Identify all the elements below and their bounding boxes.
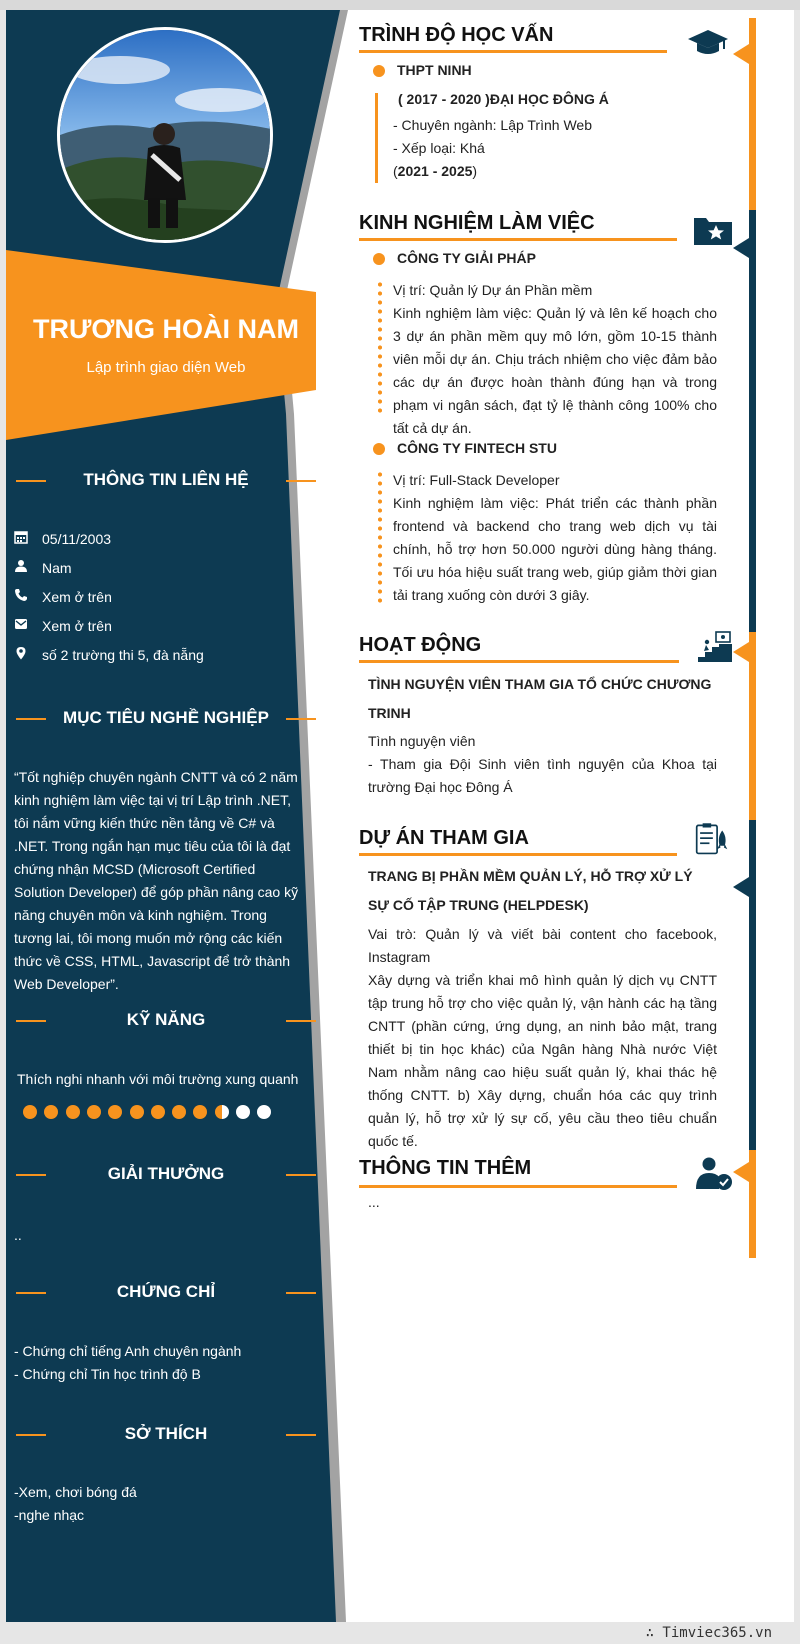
education-grade: - Xếp loại: Khá xyxy=(393,140,485,156)
university-period: ( 2017 - 2020 )ĐẠI HỌC ĐÔNG Á xyxy=(398,91,609,107)
skill-dot xyxy=(236,1105,250,1119)
activity-detail: - Tham gia Đội Sinh viên tình nguyện của Khoa tại trường Đại học Đông Á xyxy=(368,756,717,795)
extra-info-text: ... xyxy=(368,1194,380,1210)
top-bar xyxy=(0,0,800,10)
person-icon xyxy=(14,559,28,573)
project-description: Xây dựng và triển khai mô hình quản lý dịch vụ CNTT tập trung hỗ trợ cho việc quản lý, vận hành các hạ tầng CNTT (phần cứng, ứng dụng, an ninh bảo mật, trang thiết bị tin học khác) của Ngân hàng Nhà nước Việt Nam nhằm nâng cao hiệu suất quản lý, khai thác hệ thống CNTT. b) Xây dựng, chuẩn hóa các quy trình quản lý, hỗ trợ xử lý sự cố, yêu cầu theo tiêu chuẩn quốc tế. xyxy=(368,972,717,1149)
contact-text: Xem ở trên xyxy=(42,618,112,634)
job-title: Lập trình giao diện Web xyxy=(86,359,246,376)
education-period: (2021 - 2025) xyxy=(393,163,478,179)
hobby-item: -Xem, chơi bóng đá xyxy=(14,1484,137,1500)
user-check-icon xyxy=(694,1156,734,1190)
hobbies-heading: SỞ THÍCH xyxy=(16,1420,316,1450)
education-bullet xyxy=(373,65,385,77)
education-underline xyxy=(359,50,667,53)
graduation-cap-icon xyxy=(688,26,728,60)
contact-heading: THÔNG TIN LIÊN HỆ xyxy=(16,466,316,496)
hobby-item: -nghe nhạc xyxy=(14,1507,85,1523)
awards-heading: GIẢI THƯỞNG xyxy=(16,1160,316,1190)
job-description: Kinh nghiệm làm việc: Phát triển các thành phần frontend và backend cho trang web dịch vụ tài chính, hỗ trợ hơn 50.000 người dùng hàng tháng. Tối ưu hóa hiệu suất trang web, giúp giảm thời gian tải trang xuống còn dưới 3 giây. xyxy=(393,495,717,603)
footer xyxy=(0,1622,800,1644)
folder-star-icon xyxy=(693,213,733,247)
skills-heading: KỸ NĂNG xyxy=(16,1006,316,1036)
job-bullet xyxy=(373,253,385,265)
awards-text: .. xyxy=(14,1227,22,1243)
contact-text: 05/11/2003 xyxy=(42,531,112,547)
activity-heading: TÌNH NGUYỆN VIÊN THAM GIA TỔ CHỨC CHƯƠNG TRINH xyxy=(368,676,712,721)
certificates-heading: CHỨNG CHỈ xyxy=(16,1278,316,1308)
skill-dot xyxy=(215,1105,229,1119)
extra-info-underline xyxy=(359,1185,677,1188)
staircase-flag-icon xyxy=(694,630,734,664)
job-description: Kinh nghiệm làm việc: Quản lý và lên kế hoạch cho 3 dự án phần mềm quy mô lớn, gồm 10-15 thành viên mỗi dự án. Chịu trách nhiệm cho việc đảm bảo các dự án được hoàn thành đúng hạn và trong phạm vi ngân sách, đạt tỷ lệ thành công 100% cho tất cả dự án. xyxy=(393,305,717,436)
envelope-icon xyxy=(14,617,28,631)
clipboard-rocket-icon xyxy=(692,822,732,856)
activity-role: Tình nguyện viên xyxy=(368,733,476,749)
education-major: - Chuyên ngành: Lập Trình Web xyxy=(393,117,592,133)
contact-text: Xem ở trên xyxy=(42,589,112,605)
project-role: Vai trò: Quản lý và viết bài content cho facebook, Instagram xyxy=(368,926,717,965)
skill-dot xyxy=(87,1105,101,1119)
school-name: THPT NINH xyxy=(397,62,472,78)
projects-title: DỰ ÁN THAM GIA xyxy=(359,827,529,849)
job-position: Vị trí: Quản lý Dự án Phần mềm xyxy=(393,282,593,298)
skill-name: Thích nghi nhanh với môi trường xung quanh xyxy=(17,1071,299,1087)
job-company: CÔNG TY FINTECH STU xyxy=(397,440,557,456)
skill-dot xyxy=(66,1105,80,1119)
job-company: CÔNG TY GIẢI PHÁP xyxy=(397,250,536,266)
extra-info-title: THÔNG TIN THÊM xyxy=(359,1157,532,1179)
watermark: ∴ Timviec365.vn xyxy=(645,1625,772,1641)
job-bullet xyxy=(373,443,385,455)
certificate-item: - Chứng chỉ tiếng Anh chuyên ngành xyxy=(14,1343,242,1359)
objective-heading: MỤC TIÊU NGHỀ NGHIỆP xyxy=(16,704,316,734)
education-timeline xyxy=(375,93,378,183)
job-position: Vị trí: Full-Stack Developer xyxy=(393,472,560,488)
project-heading: TRANG BỊ PHẦN MỀM QUẢN LÝ, HỖ TRỢ XỬ LÝ SỰ CỐ TẬP TRUNG (HELPDESK) xyxy=(368,868,693,913)
calendar-icon xyxy=(14,530,28,544)
skill-dot xyxy=(172,1105,186,1119)
skill-dot xyxy=(23,1105,37,1119)
education-title: TRÌNH ĐỘ HỌC VẤN xyxy=(359,24,554,46)
location-pin-icon xyxy=(14,646,28,660)
contact-text: số 2 trường thi 5, đà nẵng xyxy=(42,647,204,663)
certificate-item: - Chứng chỉ Tin học trình độ B xyxy=(14,1366,201,1382)
skill-dot xyxy=(151,1105,165,1119)
phone-icon xyxy=(14,588,28,602)
job-timeline xyxy=(378,280,382,414)
experience-underline xyxy=(359,238,677,241)
job-timeline xyxy=(378,470,382,604)
activities-title: HOẠT ĐỘNG xyxy=(359,634,482,656)
experience-title: KINH NGHIỆM LÀM VIỆC xyxy=(359,212,595,234)
contact-text: Nam xyxy=(42,560,72,576)
avatar xyxy=(57,27,273,243)
cv-page xyxy=(6,10,794,1622)
projects-underline xyxy=(359,853,677,856)
skill-dot xyxy=(130,1105,144,1119)
objective-text: “Tốt nghiệp chuyên ngành CNTT và có 2 năm kinh nghiệm làm việc tại vị trí Lập trình .NET, tôi nắm vững kiến thức nền tảng về C# và .NET. Trong ngắn hạn mục tiêu của tôi là đạt chứng nhận MCSD (Microsoft Certified Solution Developer) để góp phần nâng cao kỹ năng chuyên môn và kinh nghiệm. Trong tương lai, tôi mong muốn mở rộng các kiến thức về CSS, HTML, Javascript để trở thành Web Developer”. xyxy=(14,769,299,992)
activities-underline xyxy=(359,660,679,663)
candidate-name: TRƯƠNG HOÀI NAM xyxy=(33,314,299,344)
